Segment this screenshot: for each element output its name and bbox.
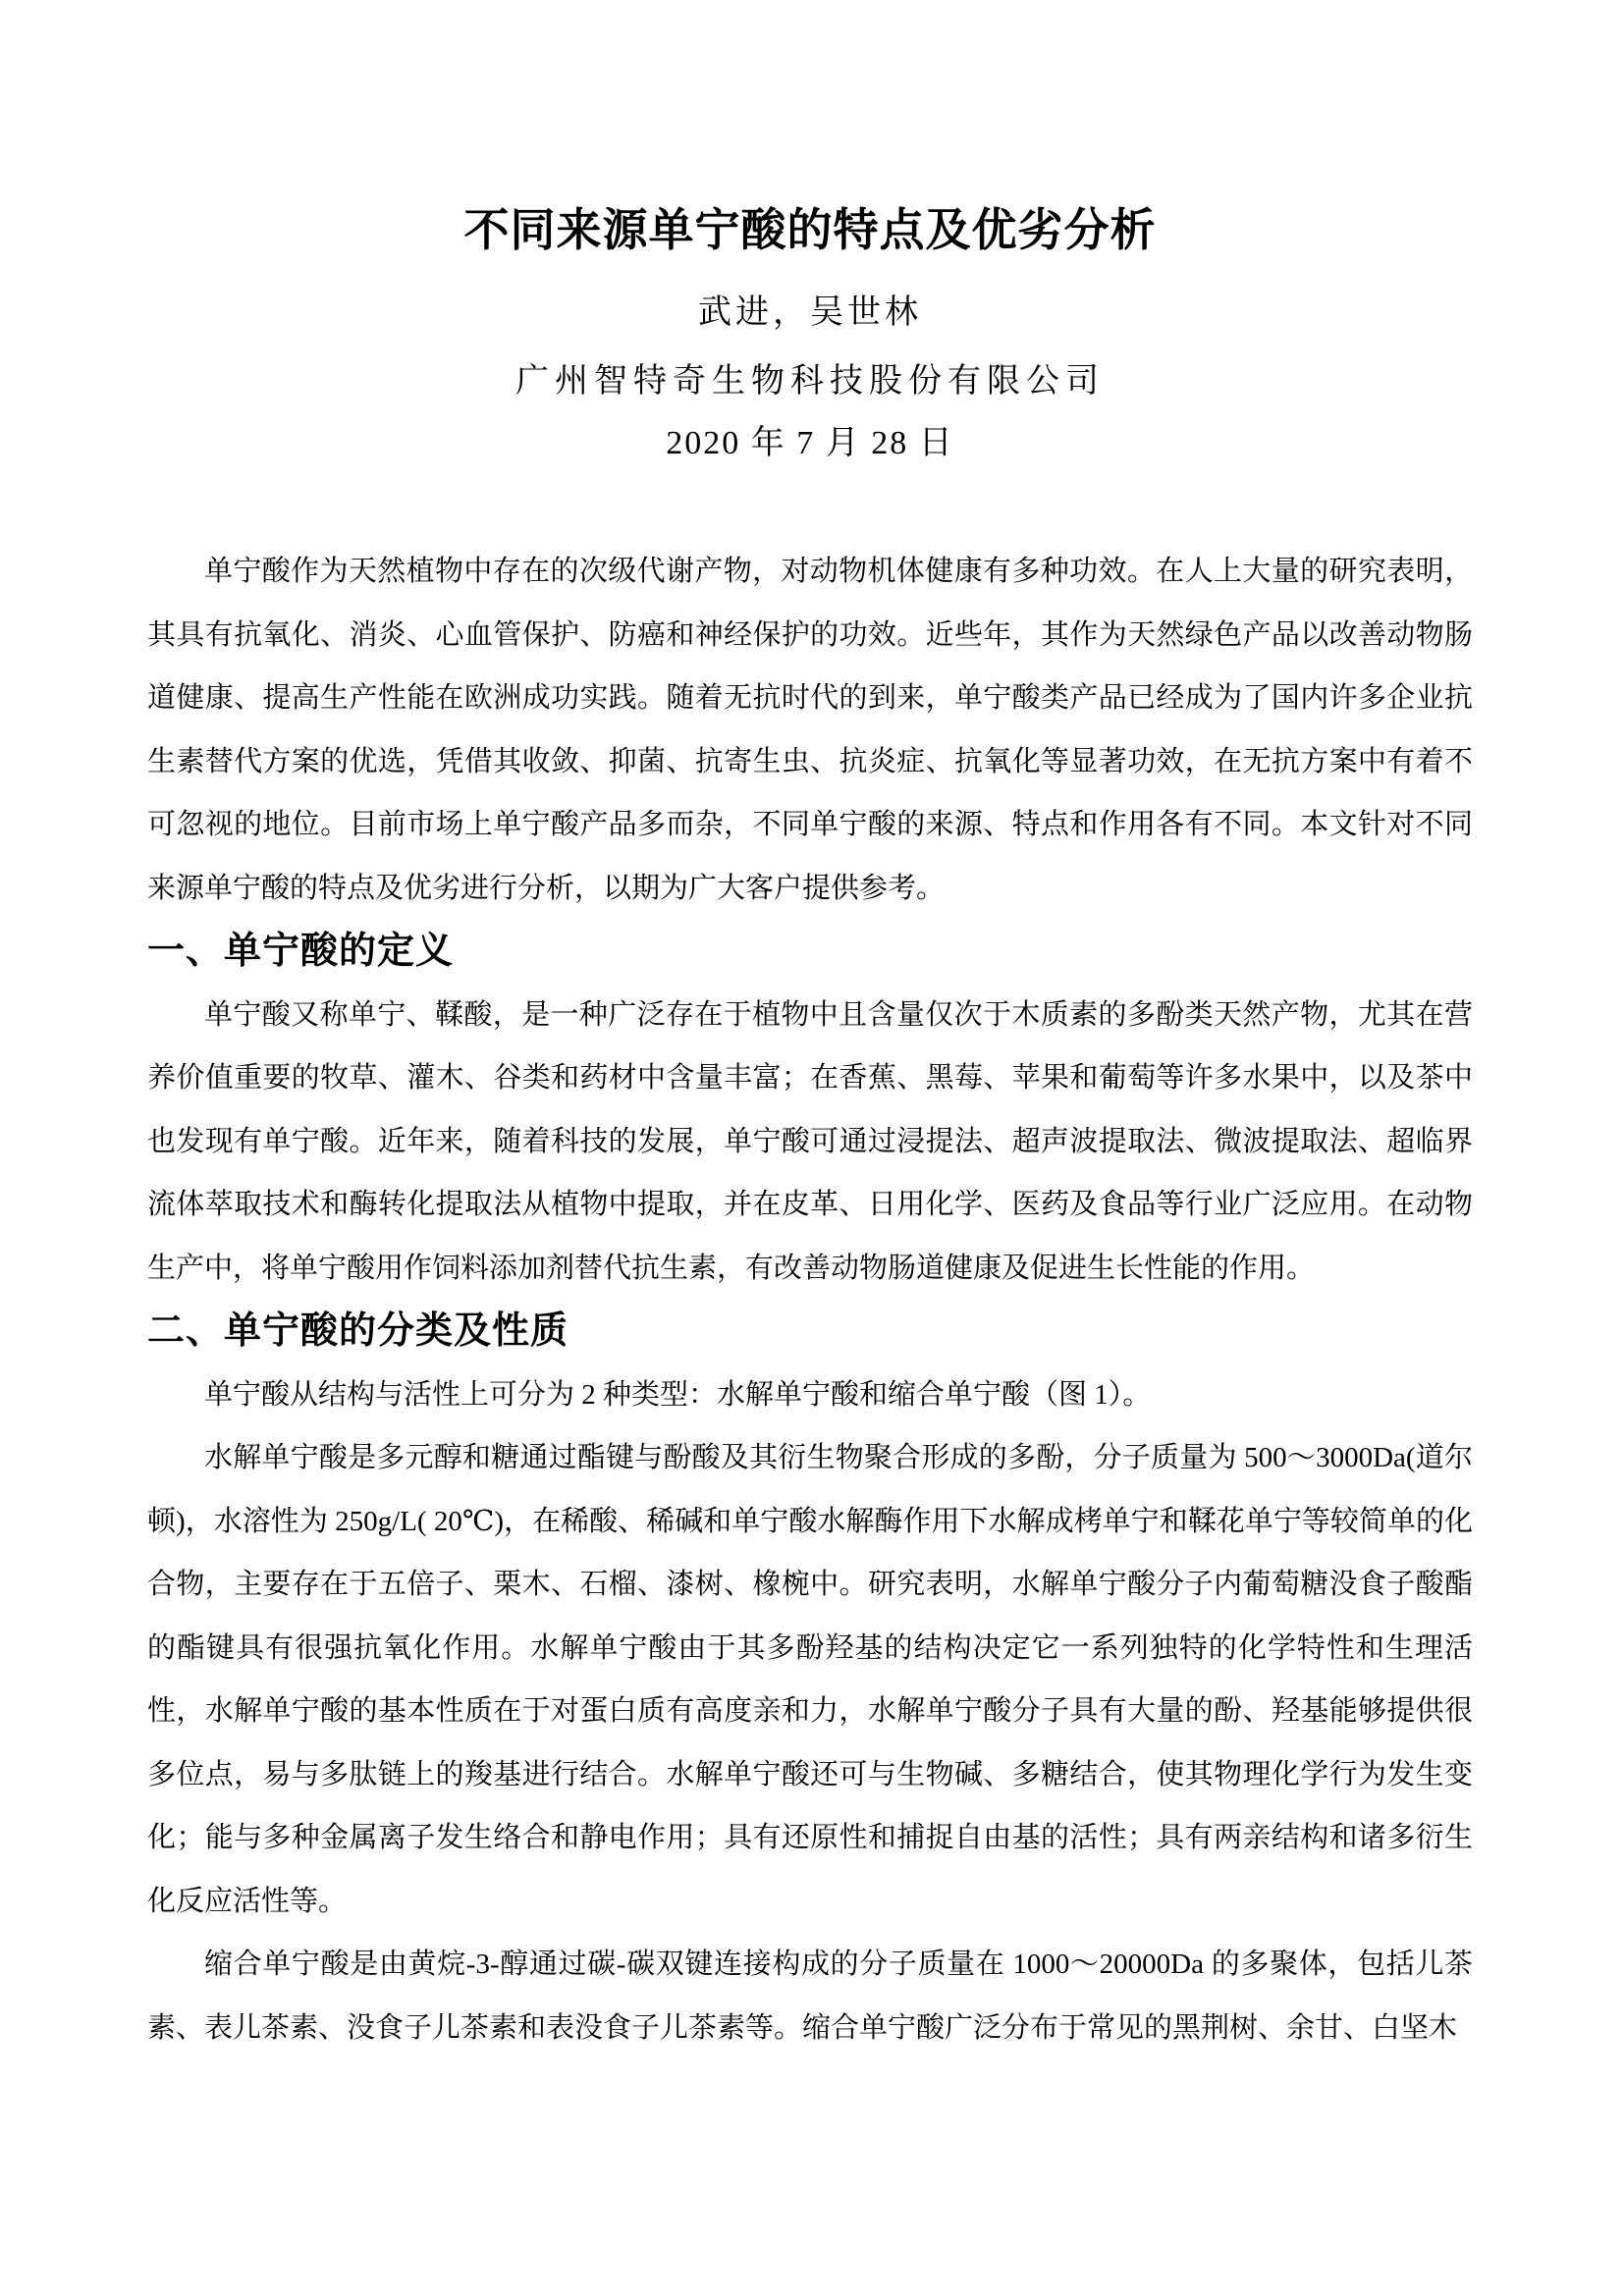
page-title: 不同来源单宁酸的特点及优劣分析 <box>463 205 1157 255</box>
section-1-paragraph: 单宁酸又称单宁、鞣酸，是一种广泛存在于植物中且含量仅次于木质素的多酚类天然产物，尤其在营养价值重要的牧草、灌木、谷类和药材中含量丰富；在香蕉、黑莓、苹果和葡萄等许多水果中，以及茶中也发现有单宁酸。近年来，随着科技的发展，单宁酸可通过浸提法、超声波提取法、微波提取法、超临界流体萃取技术和酶转化提取法从植物中提取，并在皮革、日用化学、医药及食品等行业广泛应用。在动物生产中，将单宁酸用作饲料添加剂替代抗生素，有改善动物肠道健康及促进生长性能的作用。 <box>147 998 1473 1284</box>
section-2-paragraph-2: 水解单宁酸是多元醇和糖通过酯键与酚酸及其衍生物聚合形成的多酚，分子质量为 500～3000Da(道尔顿)，水溶性为 250g/L( 20℃)，在稀酸、稀碱和单宁酸水解酶作用下水解成栲单宁和鞣花单宁等较简单的化合物，主要存在于五倍子、栗木、石榴、漆树、橡椀中。研究表明，水解单宁酸分子内葡萄糖没食子酸酯的酯键具有很强抗氧化作用。水解单宁酸由于其多酚羟基的结构决定它一系列独特的化学特性和生理活性，水解单宁酸的基本性质在于对蛋白质有高度亲和力，水解单宁酸分子具有大量的酚、羟基能够提供很多位点，易与多肽链上的羧基进行结合。水解单宁酸还可与生物碱、多糖结合，使其物理化学行为发生变化；能与多种金属离子发生络合和静电作用；具有还原性和捕捉自由基的活性；具有两亲结构和诸多衍生化反应活性等。 <box>147 1442 1473 1917</box>
date-line: 2020 年 7 月 28 日 <box>666 425 954 461</box>
intro-paragraph: 单宁酸作为天然植物中存在的次级代谢产物，对动物机体健康有多种功效。在人上大量的研究表明，其具有抗氧化、消炎、心血管保护、防癌和神经保护的功效。近些年，其作为天然绿色产品以改善动物肠道健康、提高生产性能在欧洲成功实践。随着无抗时代的到来，单宁酸类产品已经成为了国内许多企业抗生素替代方案的优选，凭借其收敛、抑菌、抗寄生虫、抗炎症、抗氧化等显著功效，在无抗方案中有着不可忽视的地位。目前市场上单宁酸产品多而杂，不同单宁酸的来源、特点和作用各有不同。本文针对不同来源单宁酸的特点及优劣进行分析，以期为广大客户提供参考。 <box>147 556 1473 904</box>
document-body <box>147 540 1473 2059</box>
organization-line: 广州智特奇生物科技股份有限公司 <box>515 363 1105 400</box>
section-2-heading: 二、单宁酸的分类及性质 <box>147 1310 569 1352</box>
section-1-heading: 一、单宁酸的定义 <box>147 931 455 972</box>
authors-line: 武进，吴世林 <box>698 294 922 331</box>
section-2-paragraph-1: 单宁酸从结构与活性上可分为 2 种类型：水解单宁酸和缩合单宁酸（图 1）。 <box>204 1378 1152 1411</box>
section-2-paragraph-3: 缩合单宁酸是由黄烷-3-醇通过碳-碳双键连接构成的分子质量在 1000～20000Da 的多聚体，包括儿茶素、表儿茶素、没食子儿茶素和表没食子儿茶素等。缩合单宁酸广泛分布于常见的黑荆树、余甘、白坚木 <box>147 1949 1473 2044</box>
